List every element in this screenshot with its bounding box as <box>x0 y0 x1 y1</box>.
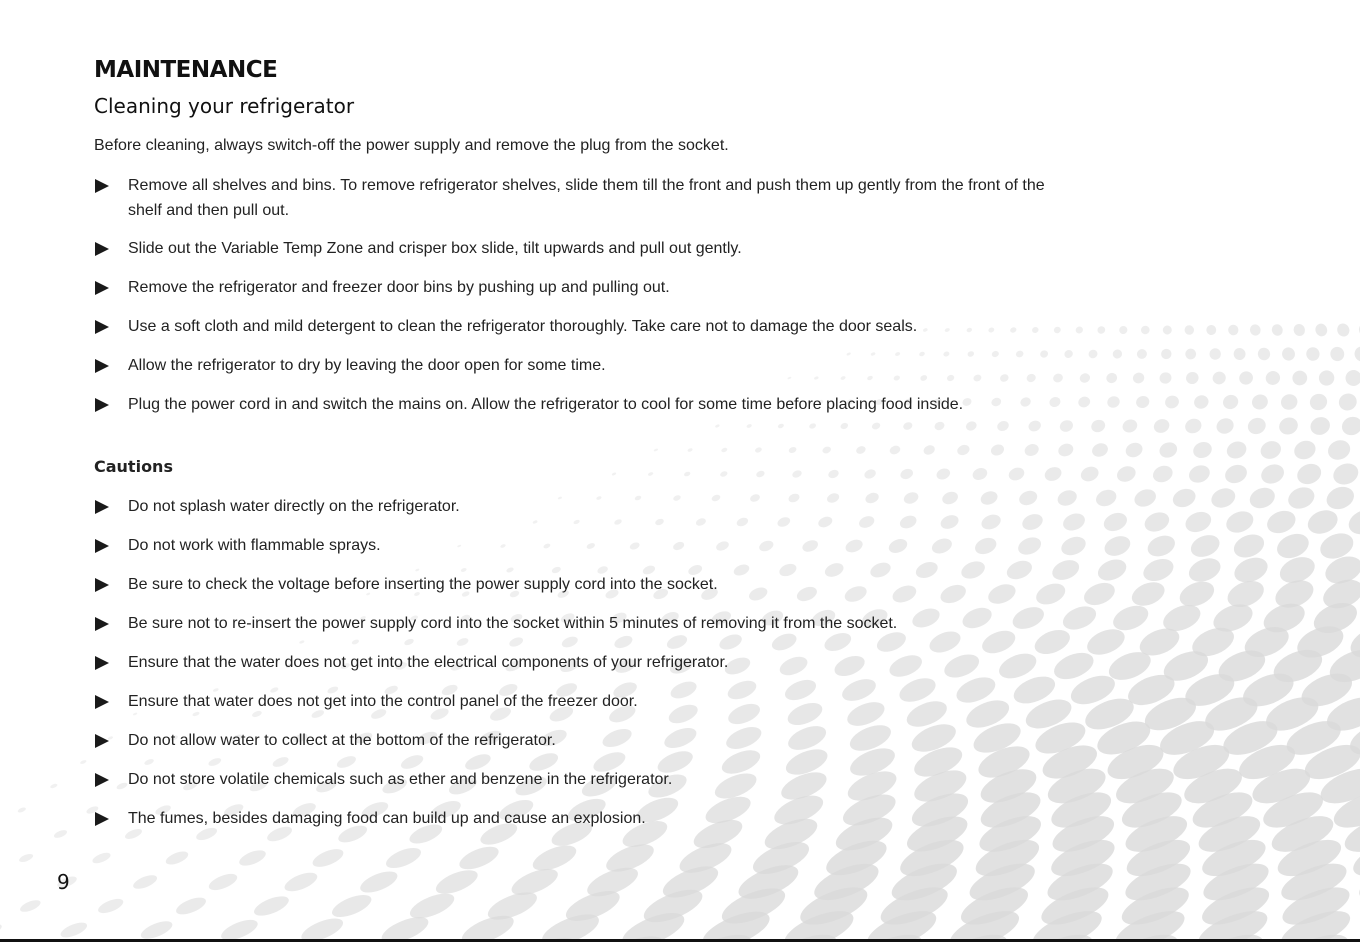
pattern-dot <box>1160 347 1173 360</box>
list-item-text: Remove the refrigerator and freezer door bins by pushing up and pulling out. <box>128 279 670 296</box>
pattern-dot <box>899 467 915 481</box>
pattern-dot <box>1170 486 1198 511</box>
pattern-dot <box>1304 345 1321 363</box>
pattern-dot <box>1352 344 1360 363</box>
bullet-arrow-icon <box>95 656 109 670</box>
pattern-dot <box>721 447 728 453</box>
pattern-dot <box>1023 442 1041 458</box>
pattern-dot <box>1290 368 1309 387</box>
list-item <box>94 392 1054 417</box>
pattern-dot <box>1345 505 1360 538</box>
pattern-dot <box>1157 440 1179 460</box>
pattern-dot <box>1256 346 1272 362</box>
bullet-arrow-icon <box>95 734 109 748</box>
pattern-dot <box>1343 368 1360 389</box>
pattern-dot <box>1158 371 1173 386</box>
pattern-dot <box>1208 347 1223 362</box>
pattern-dot <box>1237 369 1255 386</box>
bullet-arrow-icon <box>95 320 109 334</box>
pattern-dot <box>1325 437 1353 463</box>
list-item-text: Be sure to check the voltage before inserting the power supply cord into the socket. <box>128 576 718 593</box>
list-item-text: Do not store volatile chemicals such as ether and benzene in the refrigerator. <box>128 771 673 788</box>
pattern-dot <box>1280 345 1297 362</box>
pattern-dot <box>888 444 901 456</box>
pattern-dot <box>1043 465 1064 484</box>
bullet-arrow-icon <box>95 578 109 592</box>
pattern-dot <box>1183 416 1204 435</box>
pattern-dot <box>1078 372 1091 384</box>
list-item-text: Use a soft cloth and mild detergent to clean the refrigerator thoroughly. Take care not to damage the door seals. <box>128 318 918 335</box>
pattern-dot <box>956 443 971 457</box>
pattern-dot <box>1192 393 1210 411</box>
cleaning-steps-list <box>94 173 1054 431</box>
list-item-text: Be sure not to re-insert the power supply cord into the socket within 5 minutes of removing it from the socket. <box>128 615 898 632</box>
pattern-dot <box>53 829 68 840</box>
pattern-dot <box>50 783 58 789</box>
pattern-dot <box>1145 532 1179 560</box>
pattern-dot <box>298 914 346 942</box>
pattern-dot <box>1336 391 1359 413</box>
pattern-dot <box>1307 391 1329 413</box>
bullet-arrow-icon <box>95 695 109 709</box>
pattern-dot <box>647 471 653 476</box>
pattern-dot <box>1304 506 1341 538</box>
pattern-dot <box>1081 579 1118 610</box>
intro-text: Before cleaning, always switch-off the power supply and remove the plug from the socket. <box>94 137 729 154</box>
bullet-arrow-icon <box>95 539 109 553</box>
list-item-text: The fumes, besides damaging food can build up and cause an explosion. <box>128 810 646 827</box>
pattern-dot <box>1277 415 1301 438</box>
pattern-dot <box>80 759 87 764</box>
pattern-dot <box>1094 487 1119 509</box>
pattern-dot <box>1328 345 1346 363</box>
pattern-dot <box>683 471 691 477</box>
pattern-dot <box>1292 322 1307 338</box>
list-item-text: Do not allow water to collect at the bottom of the refrigerator. <box>128 732 556 749</box>
pattern-dot <box>1101 510 1130 535</box>
pattern-dot <box>19 898 43 914</box>
pattern-dot <box>1205 324 1218 337</box>
pattern-dot <box>174 894 208 918</box>
pattern-dot <box>1089 418 1107 434</box>
pattern-dot <box>433 865 481 898</box>
pattern-dot <box>791 469 803 479</box>
pattern-dot <box>653 448 658 452</box>
pattern-dot <box>1270 323 1284 338</box>
pattern-dot <box>329 890 374 921</box>
pattern-dot <box>1208 485 1238 511</box>
pattern-dot <box>1132 486 1159 510</box>
pattern-dot <box>1150 463 1175 485</box>
list-item-text: Ensure that water does not get into the control panel of the freezer door. <box>128 693 638 710</box>
pattern-dot <box>1087 348 1098 359</box>
list-item-text: Do not splash water directly on the refrigerator. <box>128 498 460 515</box>
pattern-dot <box>1061 510 1088 533</box>
pattern-dot <box>935 467 952 482</box>
pattern-dot <box>1264 507 1299 537</box>
pattern-dot <box>1191 439 1214 461</box>
pattern-dot <box>1055 488 1079 509</box>
list-item <box>94 353 1054 378</box>
pattern-dot <box>1140 555 1177 585</box>
list-item <box>94 314 1054 339</box>
pattern-dot <box>0 922 3 939</box>
pattern-dot <box>1308 414 1333 438</box>
pattern-dot <box>754 446 762 453</box>
pattern-dot <box>1152 417 1172 435</box>
pattern-dot <box>252 892 292 919</box>
pattern-dot <box>1142 509 1172 535</box>
pattern-dot <box>1224 439 1249 462</box>
bullet-arrow-icon <box>95 812 109 826</box>
pattern-dot <box>1058 418 1075 433</box>
list-item <box>94 806 1054 831</box>
bullet-arrow-icon <box>95 359 109 373</box>
pattern-dot <box>1314 322 1330 338</box>
pattern-dot <box>1140 324 1151 335</box>
pattern-dot <box>612 472 617 476</box>
pattern-dot <box>922 444 936 457</box>
pattern-dot <box>1060 602 1100 634</box>
section-subtitle: Cleaning your refrigerator <box>94 94 355 118</box>
pattern-dot <box>131 872 158 891</box>
pattern-dot <box>96 896 125 916</box>
pattern-dot <box>1211 370 1228 387</box>
pattern-dot <box>1258 438 1284 462</box>
list-item <box>94 572 1054 597</box>
list-item <box>94 236 1054 261</box>
pattern-dot <box>1077 395 1092 409</box>
page-number: 9 <box>57 870 70 894</box>
pattern-dot <box>1115 464 1138 485</box>
cautions-list <box>94 494 1054 845</box>
bullet-arrow-icon <box>95 281 109 295</box>
pattern-dot <box>1230 530 1267 562</box>
pattern-dot <box>383 844 423 872</box>
list-item-text: Allow the refrigerator to dry by leaving the door open for some time. <box>128 357 606 374</box>
pattern-dot <box>1124 440 1145 459</box>
pattern-dot <box>755 470 765 479</box>
pattern-dot <box>1250 392 1270 412</box>
pattern-dot <box>59 920 89 941</box>
pattern-dot <box>1185 554 1224 586</box>
list-item-text: Do not work with flammable sprays. <box>128 537 381 554</box>
pattern-dot <box>821 445 832 454</box>
pattern-dot <box>1063 349 1074 359</box>
bullet-arrow-icon <box>95 242 109 256</box>
bullet-arrow-icon <box>95 179 109 193</box>
pattern-dot <box>1096 325 1106 335</box>
pattern-dot <box>1111 348 1123 360</box>
pattern-dot <box>1247 484 1278 512</box>
list-item-text: Slide out the Variable Temp Zone and crisper box slide, tilt upwards and pull out gently. <box>128 240 742 257</box>
pattern-dot <box>207 871 240 894</box>
pattern-dot <box>1232 346 1247 362</box>
pattern-dot <box>1183 324 1195 336</box>
bullet-arrow-icon <box>95 398 109 412</box>
pattern-dot <box>1134 394 1151 410</box>
list-item-text: Remove all shelves and bins. To remove refrigerator shelves, slide them till the front and push them up gently from the front of the shelf and then pull out. <box>128 177 1045 219</box>
pattern-dot <box>1245 415 1268 436</box>
list-item <box>94 728 1054 753</box>
pattern-dot <box>989 443 1005 458</box>
pattern-dot <box>1059 533 1089 558</box>
pattern-dot <box>310 845 346 870</box>
pattern-dot <box>1221 393 1241 412</box>
list-item <box>94 689 1054 714</box>
pattern-dot <box>1285 484 1318 513</box>
pattern-dot <box>1227 323 1240 337</box>
pattern-dot <box>1291 438 1318 463</box>
list-item-text: Plug the power cord in and switch the mains on. Allow the refrigerator to cool for some time before placing food inside. <box>128 396 964 413</box>
pattern-dot <box>164 849 190 867</box>
pattern-dot <box>1258 461 1287 487</box>
pattern-dot <box>1095 556 1130 585</box>
pattern-dot <box>1186 462 1212 485</box>
pattern-dot <box>1049 556 1082 583</box>
list-item <box>94 173 1054 223</box>
pattern-dot <box>1102 533 1134 560</box>
pattern-dot <box>1075 325 1084 334</box>
bullet-arrow-icon <box>95 617 109 631</box>
pattern-dot <box>18 852 34 863</box>
bullet-arrow-icon <box>95 773 109 787</box>
pattern-dot <box>1056 441 1075 458</box>
pattern-dot <box>1079 464 1101 484</box>
pattern-dot <box>1188 531 1223 561</box>
pattern-dot <box>1121 417 1140 434</box>
pattern-dot <box>1090 441 1110 459</box>
list-item <box>94 611 1054 636</box>
pattern-dot <box>1222 462 1249 487</box>
pattern-dot <box>1294 460 1324 487</box>
list-item <box>94 275 1054 300</box>
pattern-dot <box>1279 392 1300 412</box>
pattern-dot <box>357 867 400 897</box>
pattern-dot <box>1131 371 1146 385</box>
pattern-dot <box>1053 326 1062 335</box>
pattern-dot <box>1317 368 1337 388</box>
pattern-dot <box>1182 508 1214 536</box>
list-item <box>94 533 1054 558</box>
cautions-heading: Cautions <box>94 457 173 476</box>
pattern-dot <box>971 466 989 482</box>
list-item <box>94 767 1054 792</box>
pattern-dot <box>855 445 867 455</box>
pattern-dot <box>1264 369 1283 387</box>
pattern-dot <box>1118 325 1129 335</box>
pattern-dot <box>827 468 840 479</box>
pattern-dot <box>17 807 26 814</box>
list-item <box>94 650 1054 675</box>
list-item <box>94 494 1054 519</box>
list-item-text: Ensure that the water does not get into the electrical components of your refrigerator. <box>128 654 729 671</box>
pattern-dot <box>1105 371 1119 384</box>
pattern-dot <box>1214 416 1236 436</box>
pattern-dot <box>1161 324 1173 336</box>
pattern-dot <box>719 470 728 477</box>
pattern-dot <box>1248 323 1262 337</box>
pattern-dot <box>1163 394 1181 411</box>
pattern-dot <box>282 869 320 895</box>
pattern-dot <box>1184 370 1200 386</box>
pattern-dot <box>1335 322 1351 339</box>
pattern-dot <box>1223 507 1256 536</box>
bullet-arrow-icon <box>95 500 109 514</box>
pattern-dot <box>1128 578 1168 610</box>
pattern-dot <box>1330 460 1360 488</box>
pattern-dot <box>1323 483 1357 513</box>
pattern-dot <box>863 468 877 480</box>
pattern-dot <box>237 847 268 869</box>
pattern-dot <box>91 851 112 866</box>
pattern-dot <box>687 448 693 453</box>
pattern-dot <box>1007 465 1026 482</box>
pattern-dot <box>456 842 501 874</box>
pattern-dot <box>1106 394 1122 409</box>
pattern-dot <box>1339 414 1360 438</box>
page-title: MAINTENANCE <box>94 57 278 83</box>
pattern-dot <box>1135 348 1148 361</box>
pattern-dot <box>1184 347 1198 361</box>
pattern-dot <box>788 446 798 454</box>
